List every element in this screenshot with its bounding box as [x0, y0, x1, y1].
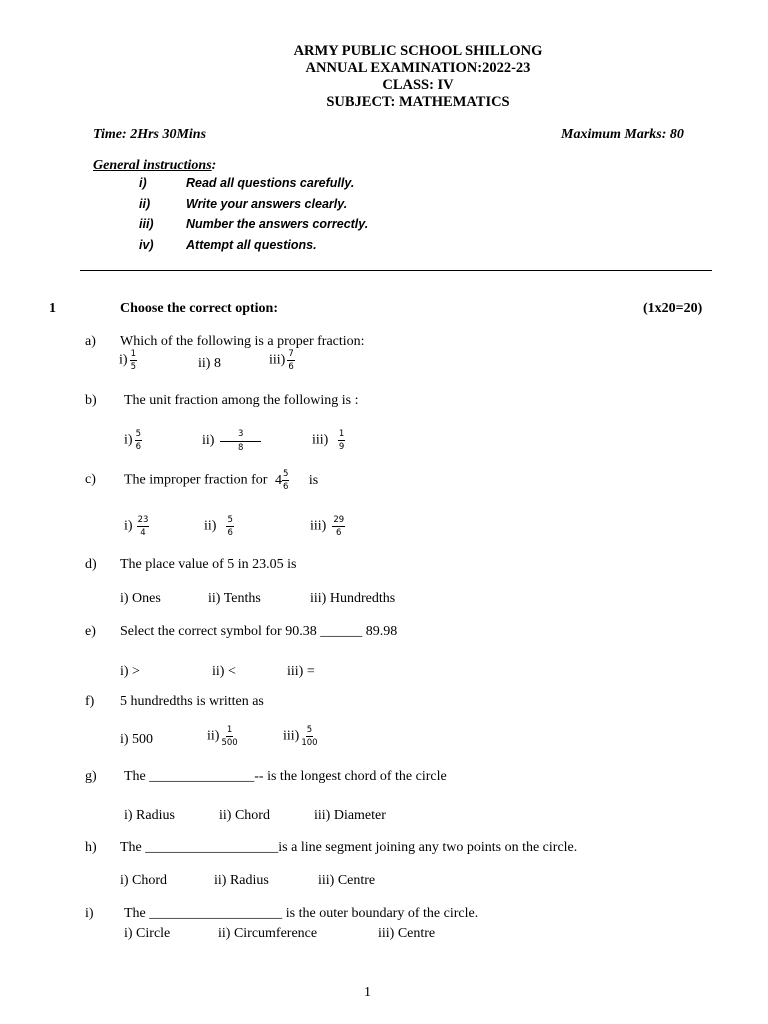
option-label: ii)	[202, 433, 215, 449]
question-text: The unit fraction among the following is :	[124, 393, 359, 408]
option	[202, 430, 263, 452]
question-text: The _______________-- is the longest chord of the circle	[124, 769, 447, 784]
denominator: 9	[338, 441, 345, 452]
question-label: e)	[85, 624, 96, 639]
denominator: 100	[301, 737, 318, 748]
numerator: 5	[227, 515, 233, 525]
option	[283, 726, 320, 747]
question-label: a)	[85, 334, 96, 349]
question-label: f)	[85, 694, 95, 709]
question-text-tail: is	[308, 472, 319, 488]
question-text: 5 hundredths is written as	[120, 694, 264, 709]
question-text: Select the correct symbol for 90.38 ______ 89.98	[120, 624, 398, 639]
fraction	[226, 516, 233, 537]
question-text: The ___________________is a line segment joining any two points on the circle.	[120, 840, 578, 855]
denominator: 6	[227, 527, 233, 538]
numerator: 7	[288, 349, 294, 359]
option-label: ii)	[207, 728, 220, 744]
denominator: 8	[237, 442, 244, 453]
instruction-num: ii)	[139, 197, 151, 211]
school-name: ARMY PUBLIC SCHOOL SHILLONG	[293, 43, 543, 59]
class-label: CLASS: IV	[382, 77, 454, 93]
denominator: 6	[282, 481, 289, 492]
fraction	[220, 430, 261, 452]
option: i) Ones	[120, 591, 161, 606]
option: ii) 8	[198, 356, 221, 371]
option-label: ii)	[204, 518, 217, 534]
subject-label: SUBJECT: MATHEMATICS	[326, 94, 510, 110]
option: iii) Hundredths	[310, 591, 396, 606]
instructions-heading-text: General instructions	[93, 158, 212, 173]
option-label: iii)	[310, 518, 327, 534]
numerator: 5	[282, 469, 289, 479]
instruction-num: iv)	[139, 238, 154, 252]
option: ii) Circumference	[218, 926, 318, 941]
option: iii) Centre	[318, 873, 376, 888]
time-label: Time: 2Hrs 30Mins	[93, 127, 207, 142]
denominator: 500	[221, 737, 238, 748]
option: i) >	[120, 664, 140, 679]
numerator: 23	[137, 515, 149, 525]
option: ii) Tenths	[208, 591, 261, 606]
divider-line	[80, 270, 712, 271]
option-label: i)	[124, 518, 133, 534]
option	[124, 430, 144, 451]
section-number: 1	[49, 301, 56, 316]
question-text	[124, 470, 318, 491]
mixed-whole: 4	[274, 472, 282, 488]
fraction	[135, 430, 142, 451]
instruction-num: i)	[139, 176, 147, 190]
option: i) Circle	[124, 926, 171, 941]
denominator: 6	[135, 441, 141, 452]
numerator: 1	[130, 349, 136, 359]
option	[124, 516, 151, 537]
option-label: i)	[119, 352, 128, 368]
instruction-text: Attempt all questions.	[186, 238, 317, 252]
option: ii) Chord	[219, 808, 270, 823]
option-label: iii)	[269, 352, 286, 368]
fraction	[338, 430, 345, 451]
instruction-text: Number the answers correctly.	[186, 217, 369, 231]
denominator: 4	[140, 527, 146, 538]
instruction-num: iii)	[139, 217, 154, 231]
numerator: 5	[306, 725, 313, 735]
numerator: 1	[226, 725, 233, 735]
option	[269, 350, 297, 371]
option: iii) =	[287, 664, 315, 679]
option	[310, 516, 347, 537]
exam-title: ANNUAL EXAMINATION:2022-23	[305, 60, 531, 76]
option-label: i)	[124, 432, 133, 448]
section-marks: (1x20=20)	[643, 301, 703, 316]
option-label: iii)	[283, 728, 300, 744]
numerator: 29	[333, 515, 345, 525]
option: i) Chord	[120, 873, 168, 888]
denominator: 5	[130, 361, 136, 372]
option	[312, 430, 347, 451]
option: ii) <	[212, 664, 236, 679]
fraction	[130, 350, 137, 371]
denominator: 6	[336, 527, 342, 538]
fraction	[282, 470, 289, 491]
page-number: 1	[364, 985, 371, 1000]
denominator: 6	[288, 361, 294, 372]
option: i) Radius	[124, 808, 175, 823]
option: ii) Radius	[214, 873, 269, 888]
question-label: g)	[85, 769, 97, 784]
fraction	[287, 350, 294, 371]
max-marks-label: Maximum Marks: 80	[561, 127, 684, 142]
instructions-heading	[93, 158, 216, 174]
section-title: Choose the correct option:	[120, 301, 278, 316]
fraction	[137, 516, 150, 537]
option: iii) Diameter	[314, 808, 386, 823]
fraction	[301, 726, 317, 747]
option	[207, 726, 240, 747]
question-text: Which of the following is a proper fraction:	[120, 334, 365, 349]
fraction	[332, 516, 345, 537]
option	[204, 516, 236, 537]
numerator: 5	[135, 429, 141, 439]
option: i) 500	[120, 732, 154, 747]
option-label: iii)	[312, 432, 329, 448]
numerator: 3	[220, 430, 261, 442]
question-label: c)	[85, 472, 96, 487]
question-text: The ___________________ is the outer boundary of the circle.	[124, 906, 479, 921]
instructions-heading-colon: :	[211, 158, 217, 173]
question-label: h)	[85, 840, 97, 855]
instruction-text: Read all questions carefully.	[186, 176, 355, 190]
question-text: The place value of 5 in 23.05 is	[120, 557, 297, 572]
question-label: d)	[85, 557, 97, 572]
instruction-text: Write your answers clearly.	[186, 197, 348, 211]
option	[119, 350, 139, 371]
numerator: 1	[338, 429, 345, 439]
question-label: i)	[85, 906, 94, 921]
option: iii) Centre	[378, 926, 436, 941]
fraction	[221, 726, 237, 747]
question-text-main: The improper fraction for	[124, 472, 268, 488]
question-label: b)	[85, 393, 97, 408]
